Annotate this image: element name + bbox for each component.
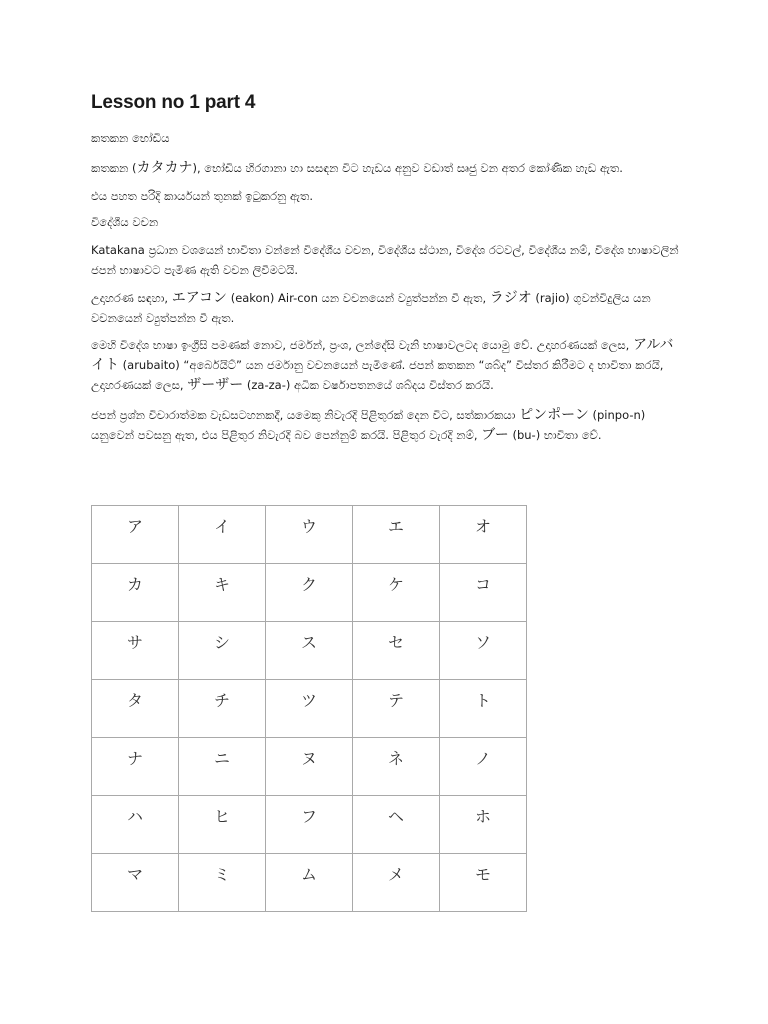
kana-cell: ノ: [440, 738, 527, 796]
kana-cell: ナ: [92, 738, 179, 796]
example2-text-mid: (arubaito) “අර්බෙයිට්” යන ජර්මානු වචනයෙන් පැමිණේ. ජපන් කතකන “ශබ්ද” විස්තර කිරීමට ද භාවිතා කරයි, උදාහරණයක් ලෙස,: [91, 358, 664, 392]
kana-cell: ヒ: [179, 796, 266, 854]
table-row: [92, 854, 527, 912]
example-paragraph-1: [91, 288, 681, 328]
intro-katakana-word: カタカナ: [136, 160, 193, 176]
kana-cell: ホ: [440, 796, 527, 854]
example2-jp-word-1: アルバイト: [91, 337, 674, 373]
kana-cell: ニ: [179, 738, 266, 796]
example1-text-before: උදාහරණ සඳහා,: [91, 291, 172, 305]
example2-text-after: (za-za-) අධික වර්ෂාපතනයේ ශබ්දය විස්තර කරයි.: [243, 378, 494, 392]
example3-text-before: ජපන් ප්‍රශ්න විචාරාත්මක වැඩසටහනකදී, යමෙකු නිවැරදි පිළිතුරක් දෙන විට, සත්කාරකයා: [91, 408, 520, 422]
kana-cell: コ: [440, 564, 527, 622]
kana-cell: ヘ: [353, 796, 440, 854]
table-row: [92, 738, 527, 796]
table-row: [92, 796, 527, 854]
kana-cell: ソ: [440, 622, 527, 680]
kana-cell: チ: [179, 680, 266, 738]
katakana-alphabet-heading: කතකන භෝඩිය: [91, 131, 170, 145]
example-paragraph-2: [91, 335, 681, 395]
kana-cell: ス: [266, 622, 353, 680]
kana-cell: ハ: [92, 796, 179, 854]
kana-cell: タ: [92, 680, 179, 738]
kana-cell: ツ: [266, 680, 353, 738]
kana-cell: エ: [353, 506, 440, 564]
kana-cell: カ: [92, 564, 179, 622]
example3-text-mid: (pinpo-n) යනුවෙන් පවසනු ඇත, එය පිළිතුර නිවැරදි බව පෙන්නුම් කරයි. පිළිතුර වැරදි නම්,: [91, 408, 646, 442]
kana-cell: ヌ: [266, 738, 353, 796]
table-row: [92, 622, 527, 680]
kana-cell: ム: [266, 854, 353, 912]
kana-cell: ミ: [179, 854, 266, 912]
kana-cell: サ: [92, 622, 179, 680]
kana-cell: ネ: [353, 738, 440, 796]
example1-jp-word-1: エアコン: [171, 290, 228, 306]
example-paragraph-3: [91, 405, 681, 445]
kana-cell: セ: [353, 622, 440, 680]
example1-text-after: (rajio) ගුවන්විදුලිය යන වචනයෙන් ව්‍යුත්පන්න වී ඇත.: [91, 291, 651, 325]
kana-cell: モ: [440, 854, 527, 912]
intro-text-after: ), භෝඩිය හිරගානා හා සසඳන විට හැඩය අනුව වඩාත් සෘජු වන අතර කෝණික හැඩ ඇත.: [192, 161, 623, 175]
table-row: [92, 680, 527, 738]
kana-cell: ト: [440, 680, 527, 738]
lesson-title: Lesson no 1 part 4: [91, 92, 256, 113]
example3-jp-word-1: ピンポーン: [519, 407, 589, 423]
foreign-words-heading: විදේශීය වචන: [91, 215, 159, 229]
kana-cell: ケ: [353, 564, 440, 622]
katakana-usage-paragraph: Katakana ප්‍රධාන වශයෙන් භාවිතා වන්නේ විදේශීය වචන, විදේශීය ස්ථාන, විදේශ රටවල්, විදේශීය නම්, විදේශ භාෂාවලින් ජපන් භාෂාවට පැමිණ ඇති වචන ලිවීමටයි.: [91, 243, 679, 277]
kana-cell: オ: [440, 506, 527, 564]
kana-cell: イ: [179, 506, 266, 564]
table-row: [92, 564, 527, 622]
kana-cell: ウ: [266, 506, 353, 564]
kana-cell: フ: [266, 796, 353, 854]
example3-text-after: (bu-) භාවිතා වේ.: [508, 428, 602, 442]
katakana-table: [91, 505, 527, 912]
example2-text-before: මෙහි විදේශ භාෂා ඉංග්‍රීසි පමණක් නොව, ජර්මන්, ප්‍රංශ, ලන්දේසි වැනි භාෂාවලටද යොමු වේ. උදාහරණයක් ලෙස,: [91, 338, 633, 352]
kana-cell: ク: [266, 564, 353, 622]
example1-jp-word-2: ラジオ: [489, 290, 532, 306]
example3-jp-word-2: ブー: [481, 427, 509, 443]
uses-paragraph: එය පහත පරිදි කාර්යයන් තුනක් ඉටුකරනු ඇත.: [91, 189, 314, 203]
intro-text-before: කතකන (: [91, 161, 137, 175]
kana-cell: テ: [353, 680, 440, 738]
kana-cell: シ: [179, 622, 266, 680]
kana-cell: マ: [92, 854, 179, 912]
kana-cell: ア: [92, 506, 179, 564]
kana-cell: キ: [179, 564, 266, 622]
table-row: [92, 506, 527, 564]
intro-paragraph: [91, 158, 681, 178]
kana-cell: メ: [353, 854, 440, 912]
example1-text-mid: (eakon) Air-con යන වචනයෙන් ව්‍යුත්පන්න වී ඇත,: [227, 291, 490, 305]
example2-jp-word-2: ザーザー: [187, 377, 244, 393]
